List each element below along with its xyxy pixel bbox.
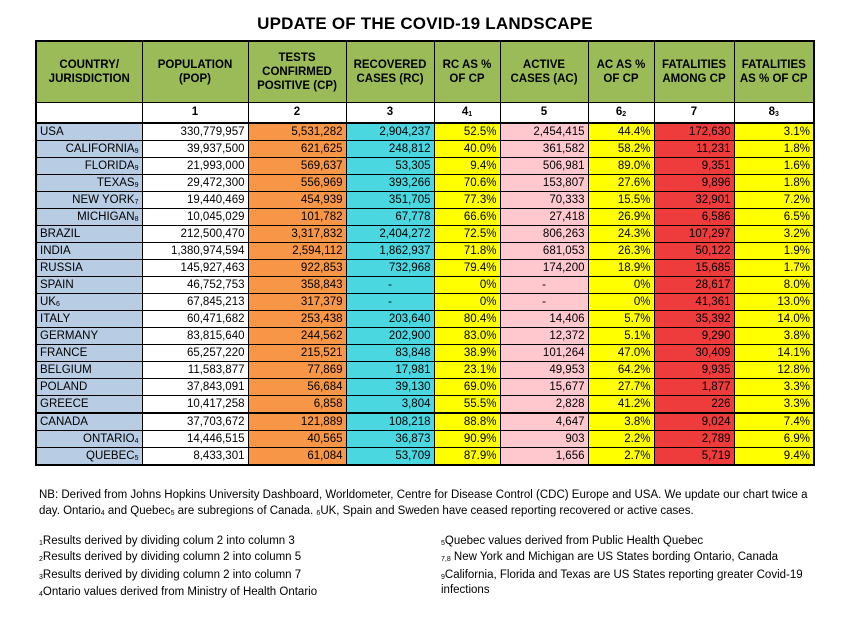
table-cell: 0% — [434, 294, 500, 311]
table-row — [36, 379, 814, 396]
table-cell: 50,122 — [654, 243, 734, 260]
row-label-text: CALIFORNIA — [65, 143, 135, 155]
page-title: UPDATE OF THE COVID-19 LANDSCAPE — [257, 14, 593, 33]
table-cell: 1.9% — [734, 243, 814, 260]
table-cell: 26.9% — [588, 209, 654, 226]
table-cell: 21,993,000 — [142, 158, 248, 175]
row-label — [36, 431, 142, 448]
table-body — [36, 123, 814, 465]
column-number — [36, 103, 142, 124]
row-label-text: USA — [40, 126, 64, 138]
table-row — [36, 431, 814, 448]
row-label — [36, 345, 142, 362]
table-cell: 83,815,640 — [142, 328, 248, 345]
table-cell: - — [500, 277, 588, 294]
table-cell: 806,263 — [500, 226, 588, 243]
footnote-number: 2 — [39, 556, 43, 563]
table-cell: 681,053 — [500, 243, 588, 260]
row-label-text: MICHIGAN — [77, 211, 135, 223]
table-cell: 77.3% — [434, 192, 500, 209]
footnote — [39, 550, 419, 565]
row-label — [36, 311, 142, 328]
table-cell: 351,705 — [346, 192, 434, 209]
table-cell: 88.8% — [434, 413, 500, 431]
column-number-row — [36, 103, 814, 124]
row-label — [36, 362, 142, 379]
table-row — [36, 328, 814, 345]
table-cell: 83,848 — [346, 345, 434, 362]
table-cell: 1.7% — [734, 260, 814, 277]
row-label-text: RUSSIA — [40, 262, 83, 274]
table-cell: 6,858 — [248, 396, 346, 414]
row-label-text: QUEBEC — [86, 450, 135, 462]
table-cell: 24.3% — [588, 226, 654, 243]
table-cell: 215,521 — [248, 345, 346, 362]
table-cell: 38.9% — [434, 345, 500, 362]
table-cell: 46,752,753 — [142, 277, 248, 294]
table-cell: 23.1% — [434, 362, 500, 379]
column-number-value: 5 — [540, 106, 548, 118]
footnote-number: 1 — [39, 540, 43, 547]
table-cell: 6.5% — [734, 209, 814, 226]
table-cell: - — [346, 294, 434, 311]
column-number — [434, 103, 500, 124]
table-cell: 52.5% — [434, 123, 500, 141]
table-cell: 17,981 — [346, 362, 434, 379]
table-cell: 11,231 — [654, 141, 734, 158]
table-cell: 53,305 — [346, 158, 434, 175]
row-label-subscript: 9 — [134, 182, 139, 189]
row-label — [36, 123, 142, 141]
footnote-number: 4 — [39, 591, 43, 598]
column-header: RC AS % OF CP — [434, 41, 500, 103]
table-cell: 0% — [588, 277, 654, 294]
table-row — [36, 123, 814, 141]
row-label-text: ONTARIO — [83, 433, 135, 445]
column-header: POPULATION (POP) — [142, 41, 248, 103]
note-sub-1: 4 — [100, 510, 105, 517]
table-row — [36, 396, 814, 414]
row-label — [36, 379, 142, 396]
row-label-text: GERMANY — [40, 330, 99, 342]
table-cell: 202,900 — [346, 328, 434, 345]
table-cell: 7.4% — [734, 413, 814, 431]
row-label — [36, 448, 142, 466]
row-label-subscript: 4 — [134, 438, 139, 445]
footnote-text: Results derived by dividing colum 2 into column 3 — [42, 535, 295, 547]
table-cell: 101,782 — [248, 209, 346, 226]
table-row — [36, 294, 814, 311]
table-cell: 61,084 — [248, 448, 346, 466]
table-cell: 64.2% — [588, 362, 654, 379]
table-cell: 3.8% — [734, 328, 814, 345]
footnote-number: 7,8 — [441, 556, 451, 563]
table-cell: 66.6% — [434, 209, 500, 226]
column-number — [588, 103, 654, 124]
table-cell: 58.2% — [588, 141, 654, 158]
table-cell: 14.0% — [734, 311, 814, 328]
table-cell: 10,045,029 — [142, 209, 248, 226]
row-label-text: FRANCE — [40, 347, 88, 359]
row-label-text: UK — [40, 296, 56, 308]
column-number-value: 6 — [615, 106, 623, 118]
table-cell: 12,372 — [500, 328, 588, 345]
row-label — [36, 226, 142, 243]
table-cell: 101,264 — [500, 345, 588, 362]
row-label — [36, 294, 142, 311]
table-cell: 3.1% — [734, 123, 814, 141]
column-number-value: 3 — [386, 106, 394, 118]
table-cell: 79.4% — [434, 260, 500, 277]
table-row — [36, 260, 814, 277]
column-header: TESTS CONFIRMED POSITIVE (CP) — [248, 41, 346, 103]
note-text-2: and Quebec — [104, 505, 171, 517]
table-row — [36, 209, 814, 226]
table-cell: 39,130 — [346, 379, 434, 396]
column-number-value: 4 — [461, 106, 469, 118]
table-cell: 36,873 — [346, 431, 434, 448]
row-label-subscript: 5 — [134, 455, 139, 462]
table-cell: 5,719 — [654, 448, 734, 466]
table-row — [36, 277, 814, 294]
table-cell: 27.7% — [588, 379, 654, 396]
table-cell: 1.8% — [734, 175, 814, 192]
table-cell: 55.5% — [434, 396, 500, 414]
table-cell: 9.4% — [734, 448, 814, 466]
table-cell: 9,290 — [654, 328, 734, 345]
table-cell: 9.4% — [434, 158, 500, 175]
table-cell: 87.9% — [434, 448, 500, 466]
table-cell: 89.0% — [588, 158, 654, 175]
table-cell: 5.7% — [588, 311, 654, 328]
table-cell: 1.6% — [734, 158, 814, 175]
table-cell: 49,953 — [500, 362, 588, 379]
row-label-text: GREECE — [40, 398, 89, 410]
table-cell: 5.1% — [588, 328, 654, 345]
column-number-subscript: 2 — [622, 111, 627, 118]
column-number-value: 2 — [293, 106, 301, 118]
row-label-text: POLAND — [40, 381, 88, 393]
column-number-value: 1 — [191, 106, 199, 118]
table-cell: 14,446,515 — [142, 431, 248, 448]
footnote — [441, 550, 821, 565]
table-cell: 621,625 — [248, 141, 346, 158]
table-cell: 39,937,500 — [142, 141, 248, 158]
table-cell: 35,392 — [654, 311, 734, 328]
table-cell: 244,562 — [248, 328, 346, 345]
row-label — [36, 175, 142, 192]
table-cell: 37,843,091 — [142, 379, 248, 396]
row-label — [36, 277, 142, 294]
table-cell: 32,901 — [654, 192, 734, 209]
table-cell: 226 — [654, 396, 734, 414]
table-row — [36, 448, 814, 466]
table-cell: 330,779,957 — [142, 123, 248, 141]
note-sub-3: 6 — [316, 510, 321, 517]
column-number — [346, 103, 434, 124]
table-cell: 30,409 — [654, 345, 734, 362]
table-row — [36, 226, 814, 243]
table-cell: - — [346, 277, 434, 294]
table-cell: 80.4% — [434, 311, 500, 328]
table-cell: 2,789 — [654, 431, 734, 448]
table-cell: 358,843 — [248, 277, 346, 294]
table-cell: 174,200 — [500, 260, 588, 277]
table-row — [36, 158, 814, 175]
table-cell: 3.3% — [734, 379, 814, 396]
table-row — [36, 413, 814, 431]
table-cell: 40,565 — [248, 431, 346, 448]
table-cell: 2,828 — [500, 396, 588, 414]
note-text-4: UK, Spain and Sweden have ceased reporting recovered or active cases. — [320, 505, 694, 517]
table-cell: 3,317,832 — [248, 226, 346, 243]
table-cell: 0% — [434, 277, 500, 294]
table-cell: 18.9% — [588, 260, 654, 277]
row-label — [36, 192, 142, 209]
column-header: RECOVERED CASES (RC) — [346, 41, 434, 103]
row-label — [36, 260, 142, 277]
row-label-subscript: 8 — [134, 216, 139, 223]
table-cell: 27.6% — [588, 175, 654, 192]
table-cell: 732,968 — [346, 260, 434, 277]
table-cell: 153,807 — [500, 175, 588, 192]
table-row — [36, 192, 814, 209]
table-cell: 44.4% — [588, 123, 654, 141]
row-label-text: CANADA — [40, 416, 88, 428]
table-row — [36, 175, 814, 192]
footnote-text: Results derived by dividing column 2 into column 5 — [42, 551, 302, 563]
table-cell: 0% — [588, 294, 654, 311]
column-number — [654, 103, 734, 124]
table-cell: 40.0% — [434, 141, 500, 158]
table-cell: 3,804 — [346, 396, 434, 414]
footnote — [39, 568, 419, 583]
row-label-text: SPAIN — [40, 279, 74, 291]
table-cell: 145,927,463 — [142, 260, 248, 277]
table-cell: 37,703,672 — [142, 413, 248, 431]
table-cell: 65,257,220 — [142, 345, 248, 362]
table-cell: 2.7% — [588, 448, 654, 466]
table-cell: 2,904,237 — [346, 123, 434, 141]
table-cell: 3.8% — [588, 413, 654, 431]
table-cell: 26.3% — [588, 243, 654, 260]
table-cell: 6.9% — [734, 431, 814, 448]
table-cell: 9,896 — [654, 175, 734, 192]
row-label-subscript: 9 — [134, 165, 139, 172]
table-cell: 27,418 — [500, 209, 588, 226]
column-header: FATALITIES AMONG CP — [654, 41, 734, 103]
table-cell: 4,647 — [500, 413, 588, 431]
row-label-text: BELGIUM — [40, 364, 92, 376]
row-label-text: BRAZIL — [40, 228, 81, 240]
table-row — [36, 141, 814, 158]
table-cell: 1,862,937 — [346, 243, 434, 260]
column-header: AC AS % OF CP — [588, 41, 654, 103]
table-cell: 556,969 — [248, 175, 346, 192]
table-cell: 70.6% — [434, 175, 500, 192]
column-number — [734, 103, 814, 124]
row-label — [36, 413, 142, 431]
table-cell: 203,640 — [346, 311, 434, 328]
table-cell: 1.8% — [734, 141, 814, 158]
table-cell: 15,685 — [654, 260, 734, 277]
column-number — [248, 103, 346, 124]
column-number-subscript: 1 — [468, 111, 473, 118]
row-label-text: ITALY — [40, 313, 71, 325]
table-cell: 1,380,974,594 — [142, 243, 248, 260]
table-row — [36, 243, 814, 260]
table-cell: 41,361 — [654, 294, 734, 311]
table-cell: 19,440,469 — [142, 192, 248, 209]
note-text-1: NB: Derived from Johns Hopkins University Dashboard, Worldometer, Centre for Disease Control (CDC) Europe and USA. We update our chart twice a day. Ontario — [39, 489, 808, 517]
table-cell: 8.0% — [734, 277, 814, 294]
table-cell: 108,218 — [346, 413, 434, 431]
row-label-text: INDIA — [40, 245, 71, 257]
row-label-text: TEXAS — [96, 177, 135, 189]
table-cell: 172,630 — [654, 123, 734, 141]
table-cell: 83.0% — [434, 328, 500, 345]
table-cell: 12.8% — [734, 362, 814, 379]
column-number — [500, 103, 588, 124]
column-number-value: 7 — [690, 106, 698, 118]
table-cell: 14.1% — [734, 345, 814, 362]
row-label — [36, 209, 142, 226]
table-cell: 77,869 — [248, 362, 346, 379]
table-cell: 60,471,682 — [142, 311, 248, 328]
row-label-subscript: 7 — [134, 199, 139, 206]
table-cell: 3.2% — [734, 226, 814, 243]
table-cell: 41.2% — [588, 396, 654, 414]
table-cell: 14,406 — [500, 311, 588, 328]
table-cell: 56,684 — [248, 379, 346, 396]
note-text-3: are subregions of Canada. — [174, 505, 317, 517]
column-number-subscript: 3 — [775, 111, 779, 118]
table-cell: 90.9% — [434, 431, 500, 448]
footnote-text: California, Florida and Texas are US States reporting greater Covid-19 infections — [441, 569, 803, 596]
table-cell: 253,438 — [248, 311, 346, 328]
table-cell: 2,454,415 — [500, 123, 588, 141]
table-cell: 9,024 — [654, 413, 734, 431]
column-header: ACTIVE CASES (AC) — [500, 41, 588, 103]
row-label — [36, 141, 142, 158]
footnote — [39, 534, 419, 549]
column-number — [142, 103, 248, 124]
table-cell: 212,500,470 — [142, 226, 248, 243]
note-sub-2: 5 — [170, 510, 175, 517]
table-cell: 9,351 — [654, 158, 734, 175]
table-cell: 67,778 — [346, 209, 434, 226]
column-number-value: 8 — [768, 106, 775, 118]
table-cell: 454,939 — [248, 192, 346, 209]
table-cell: 121,889 — [248, 413, 346, 431]
table-cell: 15.5% — [588, 192, 654, 209]
row-label — [36, 396, 142, 414]
column-header: FATALITIES AS % OF CP — [734, 41, 814, 103]
table-cell: 393,266 — [346, 175, 434, 192]
table-cell: 72.5% — [434, 226, 500, 243]
footnote-text: Results derived by dividing column 2 into column 7 — [42, 569, 302, 581]
table-cell: 1,877 — [654, 379, 734, 396]
table-cell: 6,586 — [654, 209, 734, 226]
header-row — [36, 41, 814, 103]
footnote — [441, 534, 821, 549]
table-cell: 903 — [500, 431, 588, 448]
source-note — [39, 487, 829, 519]
table-row — [36, 345, 814, 362]
column-header: COUNTRY/ JURISDICTION — [36, 41, 142, 103]
table-cell: 5,531,282 — [248, 123, 346, 141]
covid-data-table — [35, 40, 815, 466]
table-cell: 11,583,877 — [142, 362, 248, 379]
table-cell: 7.2% — [734, 192, 814, 209]
table-cell: 9,935 — [654, 362, 734, 379]
row-label-text: NEW YORK — [72, 194, 135, 206]
footnote-number: 5 — [441, 540, 445, 547]
table-cell: 317,379 — [248, 294, 346, 311]
footnote — [441, 568, 821, 598]
table-cell: 8,433,301 — [142, 448, 248, 466]
table-cell: 1,656 — [500, 448, 588, 466]
table-cell: 922,853 — [248, 260, 346, 277]
table-cell: 53,709 — [346, 448, 434, 466]
table-cell: 2,594,112 — [248, 243, 346, 260]
footnote-text: Quebec values derived from Public Health Quebec — [444, 535, 704, 547]
row-label — [36, 243, 142, 260]
table-cell: 3.3% — [734, 396, 814, 414]
table-cell: 69.0% — [434, 379, 500, 396]
row-label — [36, 328, 142, 345]
table-cell: - — [500, 294, 588, 311]
table-cell: 2,404,272 — [346, 226, 434, 243]
row-label-subscript: 9 — [134, 148, 139, 155]
table-cell: 361,582 — [500, 141, 588, 158]
table-cell: 10,417,258 — [142, 396, 248, 414]
footnote-number: 9 — [441, 574, 445, 581]
row-label-text: FLORIDA — [84, 160, 135, 172]
table-cell: 569,637 — [248, 158, 346, 175]
table-cell: 71.8% — [434, 243, 500, 260]
table-cell: 506,981 — [500, 158, 588, 175]
footnote — [39, 585, 419, 600]
row-label-subscript: 6 — [55, 301, 60, 308]
table-cell: 28,617 — [654, 277, 734, 294]
footnote-text: Ontario values derived from Ministry of Health Ontario — [42, 586, 318, 598]
row-label — [36, 158, 142, 175]
footnote-text: New York and Michigan are US States bording Ontario, Canada — [450, 551, 779, 563]
table-cell: 15,677 — [500, 379, 588, 396]
table-cell: 107,297 — [654, 226, 734, 243]
table-cell: 248,812 — [346, 141, 434, 158]
table-row — [36, 362, 814, 379]
footnote-number: 3 — [39, 574, 43, 581]
table-cell: 29,472,300 — [142, 175, 248, 192]
table-cell: 67,845,213 — [142, 294, 248, 311]
table-cell: 70,333 — [500, 192, 588, 209]
table-cell: 13.0% — [734, 294, 814, 311]
table-cell: 47.0% — [588, 345, 654, 362]
table-row — [36, 311, 814, 328]
table-cell: 2.2% — [588, 431, 654, 448]
